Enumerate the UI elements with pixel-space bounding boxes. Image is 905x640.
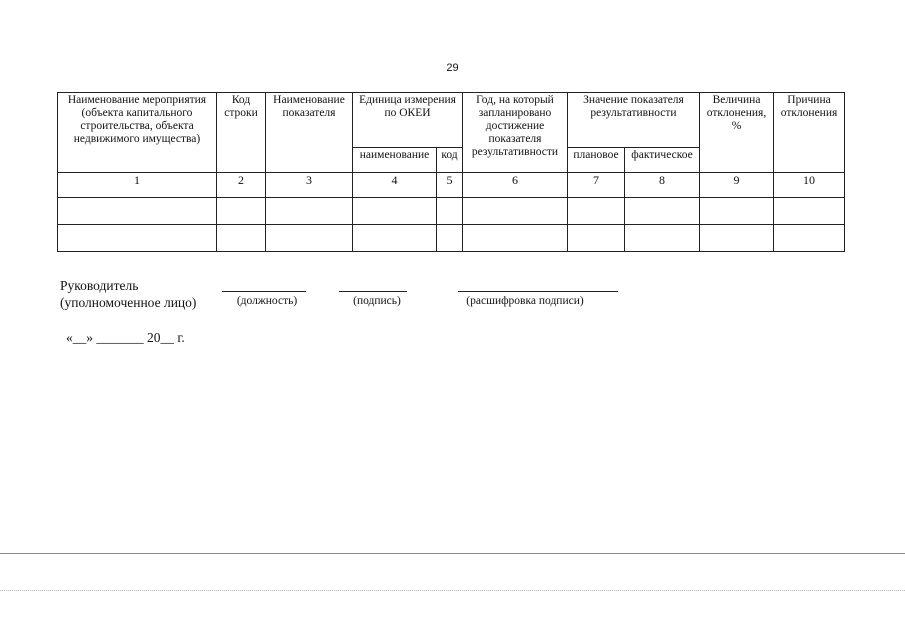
column-number: 1: [58, 173, 217, 198]
signature-labels: [60, 277, 196, 311]
table-cell: [700, 225, 774, 252]
table-cell: [625, 225, 700, 252]
authorized-person-label: (уполномоченное лицо): [60, 295, 197, 310]
table-cell: [217, 198, 266, 225]
report-table: [57, 92, 845, 252]
page-number: 29: [446, 62, 459, 74]
table-cell: [774, 225, 845, 252]
date-line: «__» _______ 20__ г.: [66, 330, 185, 345]
table-row: [58, 198, 845, 225]
table-cell: [437, 198, 463, 225]
table-cell: [58, 198, 217, 225]
header-row-1: [58, 93, 845, 148]
column-number-row: [58, 173, 845, 198]
column-number: 4: [353, 173, 437, 198]
signature-line: [339, 291, 407, 292]
table-cell: [463, 225, 568, 252]
header-unit-name: наименование: [353, 148, 437, 173]
column-number: 2: [217, 173, 266, 198]
table-cell: [437, 225, 463, 252]
position-line: [222, 291, 306, 292]
table-cell: [58, 225, 217, 252]
header-indicator-name: Наименование показателя: [266, 93, 353, 173]
column-number: 10: [774, 173, 845, 198]
footer-divider: [0, 553, 905, 554]
signature-caption: (подпись): [353, 295, 401, 307]
header-unit: Единица измерения по ОКЕИ: [353, 93, 463, 148]
column-number: 8: [625, 173, 700, 198]
header-reason: Причина отклонения: [774, 93, 845, 173]
column-number: 7: [568, 173, 625, 198]
header-row-code: Код строки: [217, 93, 266, 173]
column-number: 9: [700, 173, 774, 198]
decoding-caption: (расшифровка подписи): [466, 295, 584, 307]
footer-divider-dotted: [0, 590, 905, 591]
header-unit-code: код: [437, 148, 463, 173]
table-cell: [774, 198, 845, 225]
table-cell: [700, 198, 774, 225]
table-cell: [463, 198, 568, 225]
decoding-line: [458, 291, 618, 292]
header-value: Значение показателя результативности: [568, 93, 700, 148]
header-year: Год, на который запланировано достижение показателя результативности: [463, 93, 568, 173]
header-actual: фактическое: [625, 148, 700, 173]
header-event-name: Наименование мероприятия (объекта капитального строительства, объекта недвижимого имущества): [58, 93, 217, 173]
table-cell: [568, 225, 625, 252]
column-number: 6: [463, 173, 568, 198]
header-deviation: Величина отклонения, %: [700, 93, 774, 173]
column-number: 3: [266, 173, 353, 198]
column-number: 5: [437, 173, 463, 198]
table-cell: [625, 198, 700, 225]
table-cell: [266, 225, 353, 252]
table-cell: [266, 198, 353, 225]
table-cell: [353, 198, 437, 225]
header-planned: плановое: [568, 148, 625, 173]
table-cell: [217, 225, 266, 252]
head-label: Руководитель: [60, 278, 139, 293]
table-cell: [353, 225, 437, 252]
table-cell: [568, 198, 625, 225]
position-caption: (должность): [236, 295, 298, 307]
table-row: [58, 225, 845, 252]
